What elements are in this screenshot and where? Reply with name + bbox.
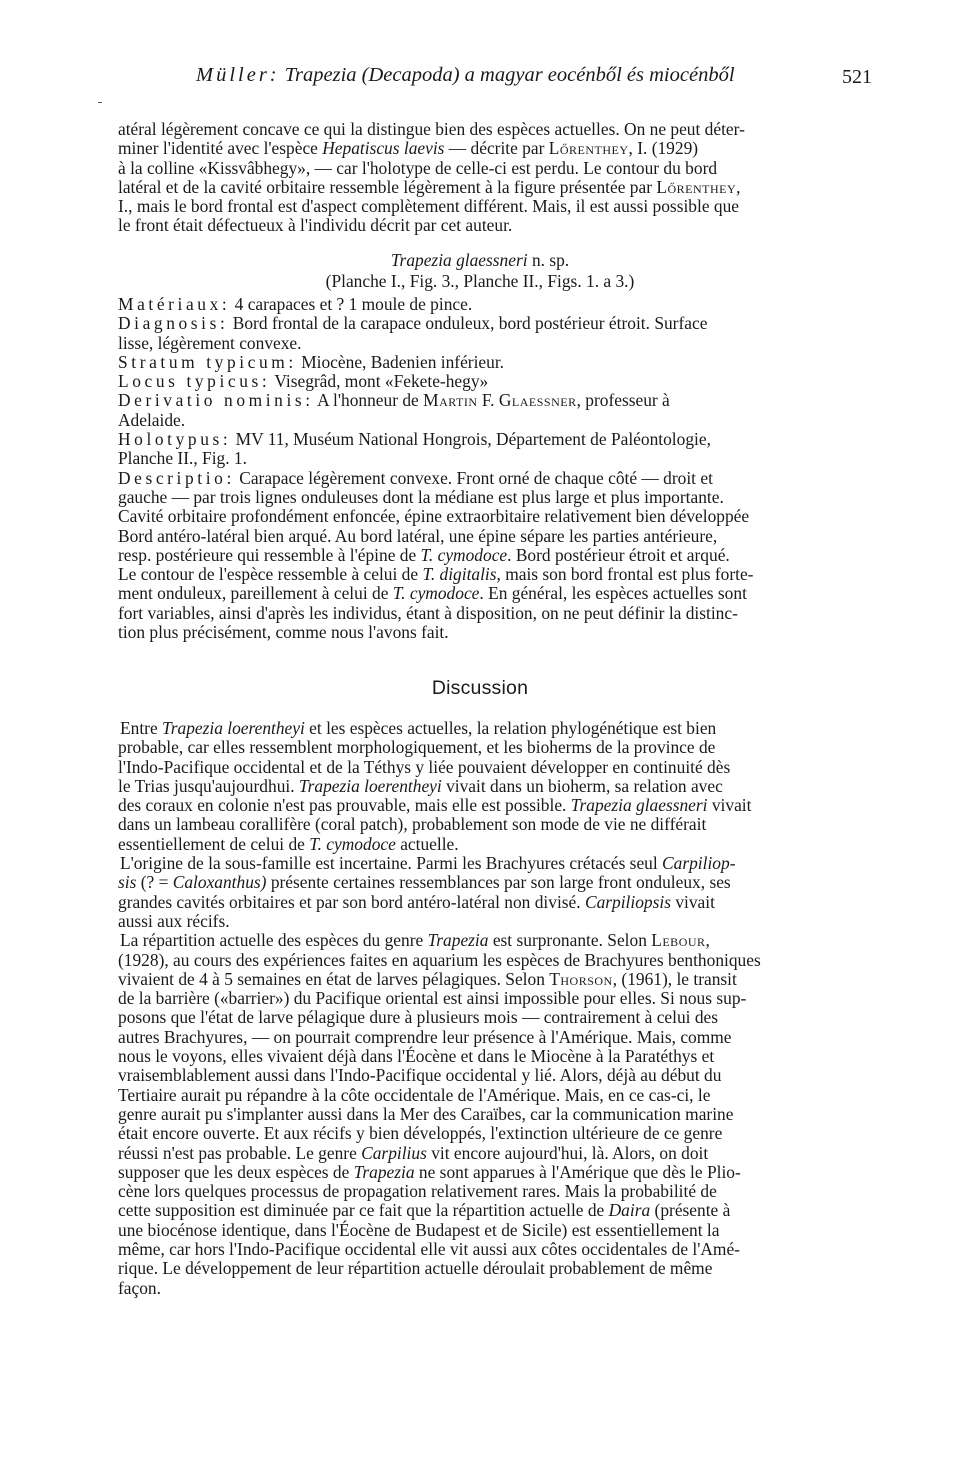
text-line: dans un lambeau corallifère (coral patch), probablement son mode de vie ne différait (118, 814, 707, 835)
species-name-line (0, 250, 960, 271)
text-line: à la colline «Kissvâbhegy», — car l'holotype de celle-ci est perdu. Le contour du bord (118, 157, 718, 178)
text-block-intro (118, 120, 890, 236)
header-author: Müller: (196, 64, 280, 86)
text-line: était encore ouverte. Et aux récifs y bien développés, l'extinction ultérieure de ce genre (118, 1123, 723, 1144)
text-line: une biocénose identique, dans l'Éocène de Budapest et de Sicile) est essentiellement la (118, 1219, 720, 1240)
text-line: gauche — par trois lignes onduleuses dont la médiane est plus large et plus importante. (118, 486, 724, 507)
text-block-entries (118, 295, 890, 642)
text-line: resp. postérieure qui ressemble à l'épine de T. cymodoce. Bord postérieur étroit et arqué. (118, 544, 730, 565)
text-line: probable, car elles ressemblent morphologiquement, et les bioherms de la province de (118, 737, 716, 758)
text-line: grandes cavités orbitaires et par son bord antéro-latéral non divisé. Carpiliopsis vivait (118, 891, 715, 912)
entry-materiaux: Matériaux: 4 carapaces et ? 1 moule de pince. (118, 294, 473, 314)
text-line: nous le voyons, elles vivaient déjà dans l'Éocène et dans le Miocène à la Paratéthys et (118, 1046, 715, 1067)
species-plates: (Planche I., Fig. 3., Planche II., Figs. 1. a 3.) (325, 271, 635, 291)
text-line: sis (? = Caloxanthus) présente certaines ressemblances par son large front onduleux, ses (118, 872, 731, 893)
section-heading-discussion: Discussion (431, 677, 529, 699)
text-line: genre aurait pu s'implanter aussi dans la Mer des Caraïbes, car la communication marine (118, 1103, 734, 1124)
text-line: vraisemblablement aussi dans l'Indo-Pacifique occidental y lié. Alors, déjà au début du (118, 1065, 722, 1086)
text-block-discussion (118, 719, 890, 1298)
text-line: posons que l'état de larve pélagique dure à plusieurs mois — contrairement à celui des (118, 1007, 719, 1028)
header-title: Trapezia (Decapoda) a magyar eocénből és miocénből (284, 64, 735, 86)
text-line: l'Indo-Pacifique occidental et de la Téthys y liée pouvaient développer en continuité dès (118, 756, 731, 777)
text-line: cène lors quelques processus de propagation relativement rares. Mais la probabilité de (118, 1181, 717, 1202)
text-line: L'origine de la sous-famille est incertaine. Parmi les Brachyures crétacés seul Carpiliop- (120, 853, 736, 874)
text-line: atéral légèrement concave ce qui la distingue bien des espèces actuelles. On ne peut déter- (118, 119, 745, 139)
species-rank: n. sp. (531, 250, 570, 270)
text-line: le front était défectueux à l'individu décrit par cet auteur. (118, 215, 513, 236)
text-line: façon. (118, 1277, 161, 1298)
text-line: latéral et de la cavité orbitaire ressemble légèrement à la figure présentée par Lőrenthey, (118, 176, 741, 197)
text-line: Planche II., Fig. 1. (118, 448, 247, 469)
text-line: Entre Trapezia loerentheyi et les espèces actuelles, la relation phylogénétique est bien (120, 718, 717, 738)
scan-mark (98, 102, 102, 103)
text-line: autres Brachyures, — on pourrait comprendre leur présence à l'Amérique. Mais, comme (118, 1026, 732, 1047)
running-head (196, 64, 886, 90)
entry-diagnosis: Diagnosis: Bord frontal de la carapace onduleux, bord postérieur étroit. Surface (118, 313, 708, 334)
text-line: vivaient de 4 à 5 semaines en état de larves pélagiques. Selon Thorson, (1961), le transit (118, 968, 737, 989)
text-line: ment onduleux, pareillement à celui de T. cymodoce. En général, les espèces actuelles sont (118, 583, 747, 604)
species-heading (0, 250, 960, 292)
text-line: La répartition actuelle des espèces du genre Trapezia est surpronante. Selon Lebour, (120, 930, 710, 951)
entry-holotypus: Holotypus: MV 11, Muséum National Hongrois, Département de Paléontologie, (118, 429, 711, 450)
text-line: tion plus précisément, comme nous l'avons fait. (118, 622, 449, 643)
entry-stratum: Stratum typicum: Miocène, Badenien inférieur. (118, 351, 505, 372)
text-line: même, car hors l'Indo-Pacifique occidental elle vit aussi aux côtes occidentales de l'Amé- (118, 1239, 740, 1260)
text-line: lisse, légèrement convexe. (118, 332, 302, 353)
text-line: miner l'identité avec l'espèce Hepatiscus laevis — décrite par Lőrenthey, I. (1929) (118, 138, 699, 159)
text-line: essentiellement de celui de T. cymodoce actuelle. (118, 833, 459, 854)
entry-locus: Locus typicus: Visegrâd, mont «Fekete-hegy» (118, 371, 489, 392)
entry-descriptio: Descriptio: Carapace légèrement convexe. Front orné de chaque côté — droit et (118, 467, 713, 488)
text-line: aussi aux récifs. (118, 910, 230, 931)
text-line: Tertiaire aurait pu répandre à la côte occidentale de l'Amérique. Mais, en ce cas-ci, le (118, 1084, 711, 1105)
page-number: 521 (842, 66, 872, 88)
text-line: Cavité orbitaire profondément enfoncée, épine extraorbitaire relativement bien développée (118, 506, 750, 527)
text-line: cette supposition est diminuée par ce fait que la répartition actuelle de Daira (présente à (118, 1200, 731, 1221)
text-line: Adelaide. (118, 409, 186, 430)
text-line: des coraux en colonie n'est pas prouvable, mais elle est possible. Trapezia glaessneri vivait (118, 795, 752, 816)
text-line: réussi n'est pas probable. Le genre Carpilius vit encore aujourd'hui, là. Alors, on doit (118, 1142, 709, 1163)
text-line: Le contour de l'espèce ressemble à celui de T. digitalis, mais son bord frontal est plus forte- (118, 564, 754, 585)
species-name: Trapezia glaessneri (390, 250, 528, 270)
text-line: le Trias jusqu'aujourdhui. Trapezia loerentheyi vivait dans un bioherm, sa relation avec (118, 775, 723, 796)
text-line: I., mais le bord frontal est d'aspect complètement différent. Mais, il est aussi possible que (118, 196, 739, 217)
text-line: Bord antéro-latéral bien arqué. Au bord latéral, une épine sépare les parties antérieure, (118, 525, 718, 546)
text-line: de la barrière («barrier») du Pacifique oriental est ainsi impossible pour elles. Si nous sup- (118, 988, 747, 1009)
text-line: (1928), au cours des expériences faites en aquarium les espèces de Brachyures benthoniques (118, 949, 761, 970)
text-line: rique. Le développement de leur répartition actuelle déroulait probablement de même (118, 1258, 713, 1279)
entry-derivatio: Derivatio nominis: A l'honneur de Martin F. Glaessner, professeur à (118, 390, 670, 411)
text-line: supposer que les deux espèces de Trapezia ne sont apparues à l'Amérique que dès le Plio- (118, 1161, 741, 1182)
text-line: fort variables, ainsi d'après les individus, étant à disposition, on ne peut définir la distinc- (118, 602, 738, 623)
